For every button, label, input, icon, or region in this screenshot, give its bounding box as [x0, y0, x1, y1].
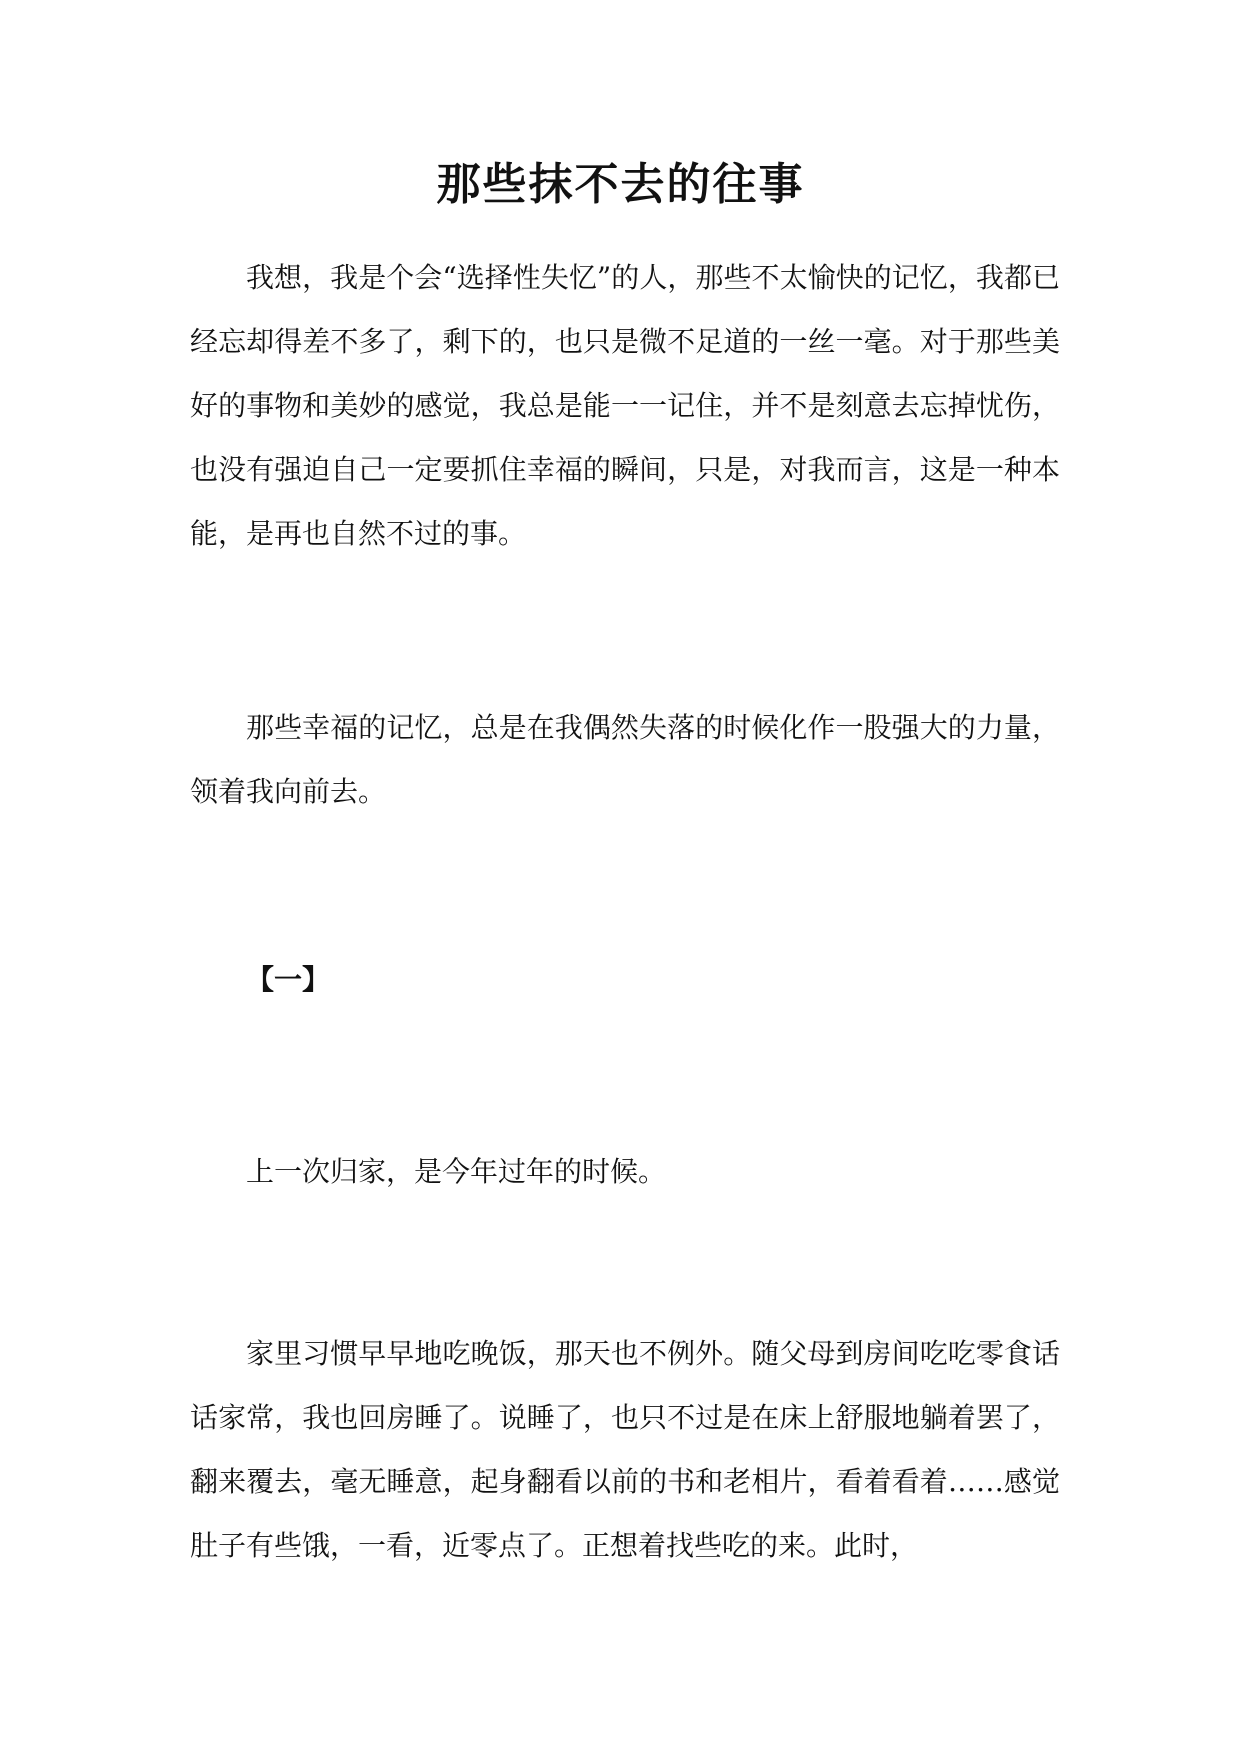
section-heading: 【一】	[246, 963, 331, 996]
section-paragraph-1: 上一次归家，是今年过年的时候。	[246, 1155, 667, 1188]
intro-paragraph-1: 我想，我是个会“选择性失忆”的人，那些不太愉快的记忆，我都已经忘却得差不多了，剩下的，也只是微不足道的一丝一毫。对于那些美好的事物和美妙的感觉，我总是能一一记住，并不是刻意去忘掉忧伤，也没有强迫自己一定要抓住幸福的瞬间，只是，对我而言，这是一种本能，是再也自然不过的事。	[190, 261, 1060, 550]
document-title: 那些抹不去的往事	[436, 159, 805, 210]
section-paragraph-2: 家里习惯早早地吃晚饭，那天也不例外。随父母到房间吃吃零食话话家常，我也回房睡了。说睡了，也只不过是在床上舒服地躺着罢了，翻来覆去，毫无睡意，起身翻看以前的书和老相片，看着看着……感觉肚子有些饿，一看，近零点了。正想着找些吃的来。此时，	[190, 1337, 1060, 1562]
intro-paragraph-2: 那些幸福的记忆，总是在我偶然失落的时候化作一股强大的力量，领着我向前去。	[190, 711, 1060, 808]
